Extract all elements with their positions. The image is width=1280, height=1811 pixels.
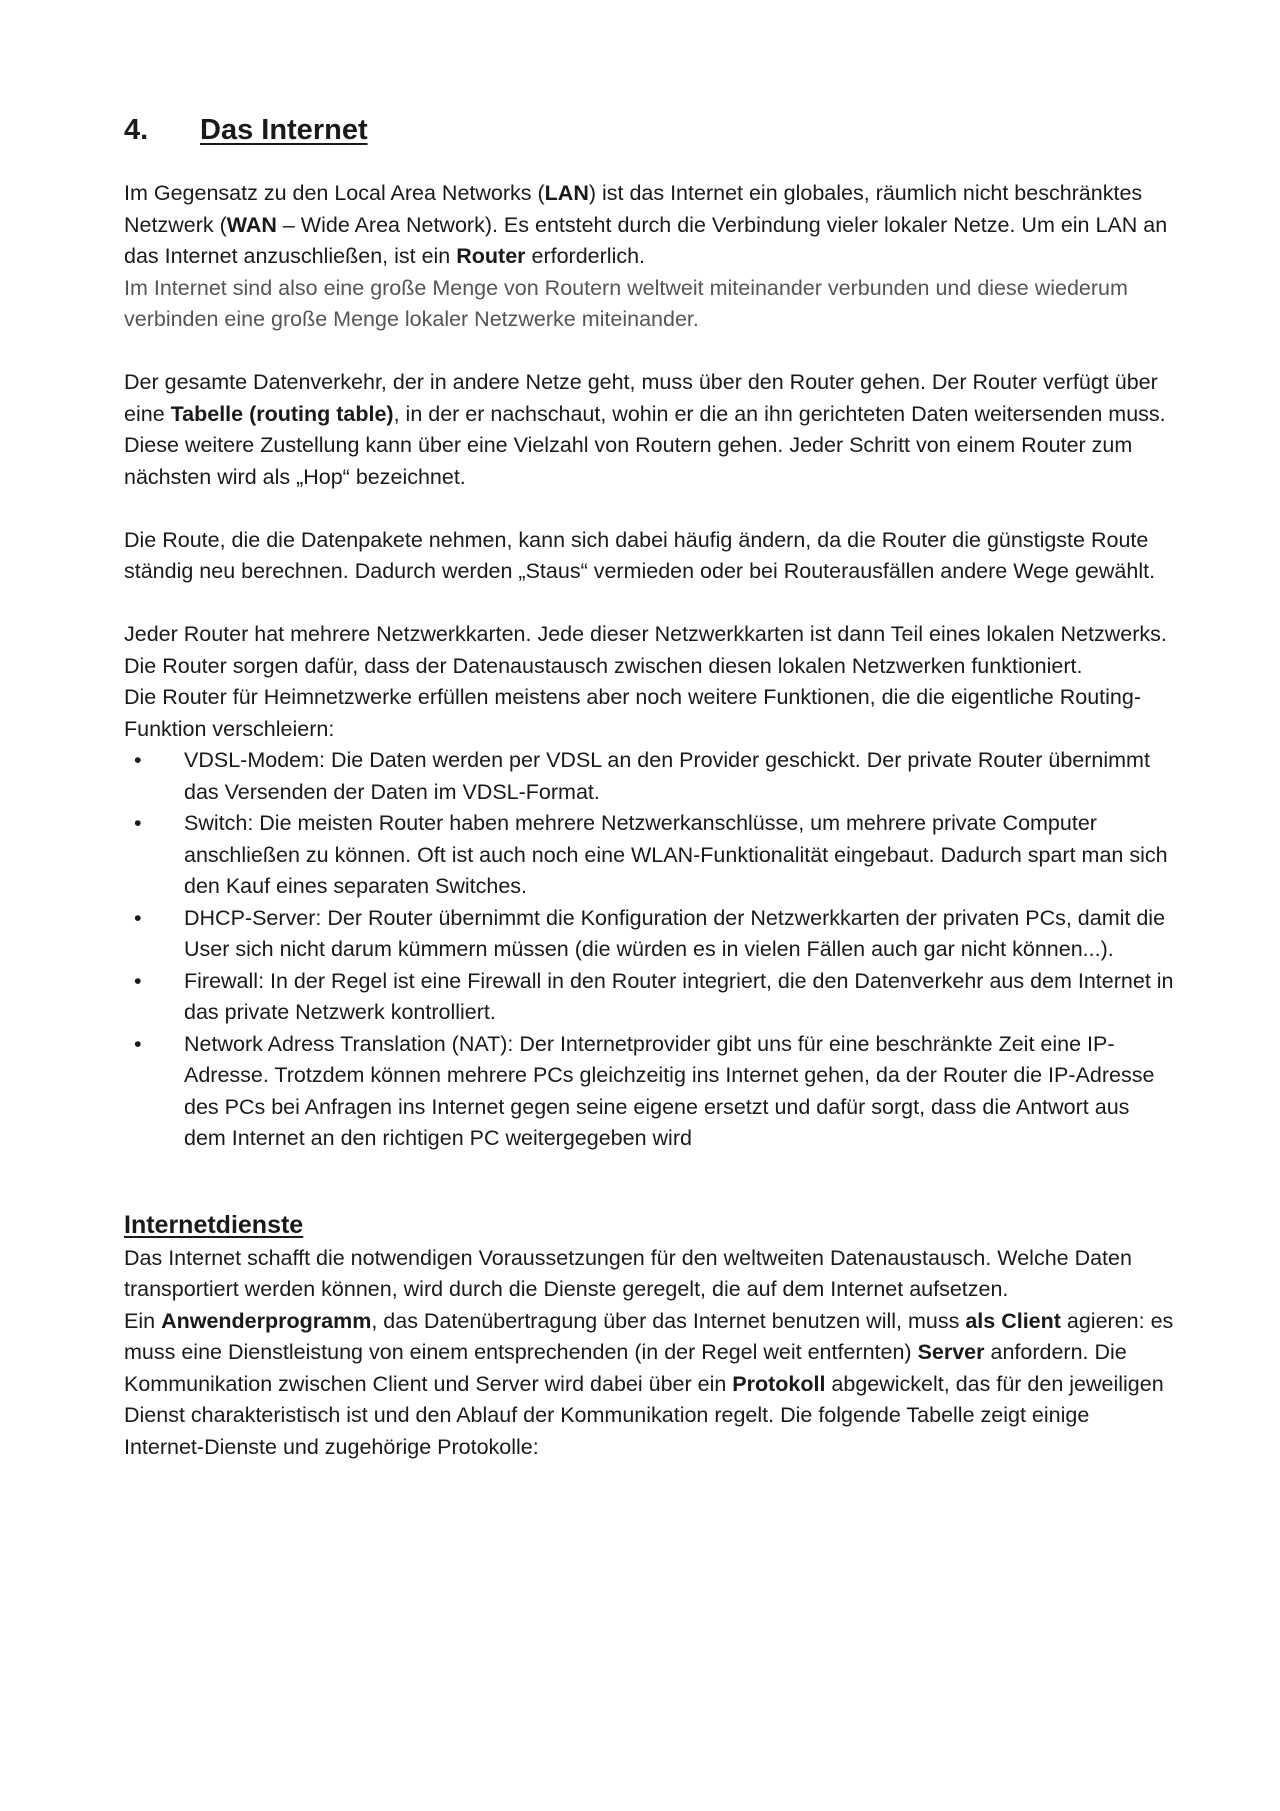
paragraph-router-network-note: Im Internet sind also eine große Menge von Routern weltweit miteinander verbunden und diese wiederum verbinden eine große Menge lokaler Netzwerke miteinander. [124, 275, 1128, 331]
list-item [124, 808, 1174, 903]
page-content [124, 110, 1174, 1463]
term-routing-table: Tabelle (routing table) [170, 401, 394, 426]
text: , das Datenübertragung über das Internet benutzen will, muss [371, 1308, 966, 1333]
spacer [124, 336, 1174, 368]
bullet: • [134, 905, 142, 930]
list-item-text: DHCP-Server: Der Router übernimmt die Konfiguration der Netzwerkkarten der privaten PCs, damit die User sich nicht darum kümmern müssen (die würden es in vielen Fällen auch gar nicht können...). [184, 905, 1166, 961]
paragraph-lan-wan [124, 178, 1174, 273]
router-functions-list [124, 745, 1174, 1155]
chapter-number: 4. [124, 114, 149, 146]
bullet: • [134, 811, 142, 835]
text: abgewickelt, das für den jeweiligen Dienst charakteristisch ist und den Ablauf der Kommunikation regelt. Die folgende Tabelle zeigt einige Internet-Dienste und zugehörige Protokolle: [124, 1371, 1164, 1459]
chapter-title: Das Internet [200, 114, 368, 146]
text: Ein [124, 1308, 162, 1333]
term-wan: WAN [226, 212, 277, 237]
list-item-text: VDSL-Modem: Die Daten werden per VDSL an den Provider geschickt. Der private Router übernimmt das Versenden der Daten im VDSL-Format. [184, 748, 1150, 804]
paragraph-routing-table [124, 367, 1174, 493]
list-item [124, 745, 1174, 808]
bullet: • [134, 1031, 142, 1056]
list-item [124, 966, 1174, 1029]
paragraph-home-router: Die Router für Heimnetzwerke erfüllen meistens aber noch weitere Funktionen, die die eigentliche Routing-Funktion verschleiern: [124, 685, 1141, 741]
spacer [124, 588, 1174, 620]
term-router: Router [456, 244, 526, 268]
list-item-text: Network Adress Translation (NAT): Der Internetprovider gibt uns für eine beschränkte Zeit eine IP-Adresse. Trotzdem können mehrere PCs gleichzeitig ins Internet gehen, da der Router die IP-Adresse des PCs bei Anfragen ins Internet gegen seine eigene ersetzt und dafür sorgt, dass die Antwort aus dem Internet an den richtigen PC weitergegeben wird [184, 1031, 1155, 1150]
spacer [124, 493, 1174, 525]
paragraph-route: Die Route, die die Datenpakete nehmen, kann sich dabei häufig ändern, da die Router die günstigste Route ständig neu berechnen. Dadurch werden „Staus“ vermieden oder bei Routerausfällen andere Wege gewählt. [124, 527, 1156, 583]
term-server: Server [917, 1340, 985, 1364]
text: agieren: es muss eine Dienstleistung von einem entsprechenden (in der Regel weit entfernten) [124, 1308, 1174, 1364]
list-item [124, 903, 1174, 966]
chapter-heading [124, 110, 1174, 150]
paragraph-internet-services: Das Internet schafft die notwendigen Voraussetzungen für den weltweiten Datenaustausch. Welche Daten transportiert werden können, wird durch die Dienste geregelt, die auf dem Internet aufsetzen. [124, 1245, 1132, 1301]
term-lan: LAN [544, 181, 589, 205]
term-protokoll: Protokoll [732, 1371, 826, 1396]
paragraph-network-cards: Jeder Router hat mehrere Netzwerkkarten. Jede dieser Netzwerkkarten ist dann Teil eines lokalen Netzwerks. Die Router sorgen dafür, dass der Datenaustausch zwischen diesen lokalen Netzwerken funktioniert. [124, 622, 1167, 678]
list-item-text: Firewall: In der Regel ist eine Firewall in den Router integriert, die den Datenverkehr aus dem Internet in das private Netzwerk kontrolliert. [184, 968, 1174, 1024]
text: erforderlich. [525, 244, 646, 268]
term-als-client: als Client [965, 1308, 1061, 1333]
list-item-text: Switch: Die meisten Router haben mehrere Netzwerkanschlüsse, um mehrere private Computer anschließen zu können. Oft ist auch noch eine WLAN-Funktionalität eingebaut. Dadurch spart man sich den Kauf eines separaten Switches. [184, 811, 1168, 898]
text: – Wide Area Network). Es entsteht durch die Verbindung vieler lokaler Netze. Um ein LAN an das Internet anzuschließen, ist ein [124, 212, 1168, 268]
list-item [124, 1029, 1174, 1155]
text: ) ist das Internet ein globales, räumlich nicht beschränktes Netzwerk ( [124, 181, 1143, 237]
text: Der gesamte Datenverkehr, der in andere Netze geht, muss über den Router gehen. Der Router verfügt über eine [124, 370, 1158, 426]
text: anfordern. Die Kommunikation zwischen Client und Server wird dabei über ein [124, 1340, 1127, 1396]
text: , in der er nachschaut, wohin er die an ihn gerichteten Daten weitersenden muss. Diese weitere Zustellung kann über eine Vielzahl von Routern gehen. Jeder Schritt von einem Router zum nächsten wird als „Hop“ bezeichnet. [124, 401, 1166, 489]
term-anwenderprogramm: Anwenderprogramm [161, 1308, 372, 1333]
bullet: • [134, 968, 142, 993]
section-heading-internetdienste: Internetdienste [124, 1210, 304, 1239]
paragraph-client-server [124, 1306, 1174, 1464]
text: Im Gegensatz zu den Local Area Networks ( [124, 181, 545, 205]
bullet: • [134, 748, 142, 772]
